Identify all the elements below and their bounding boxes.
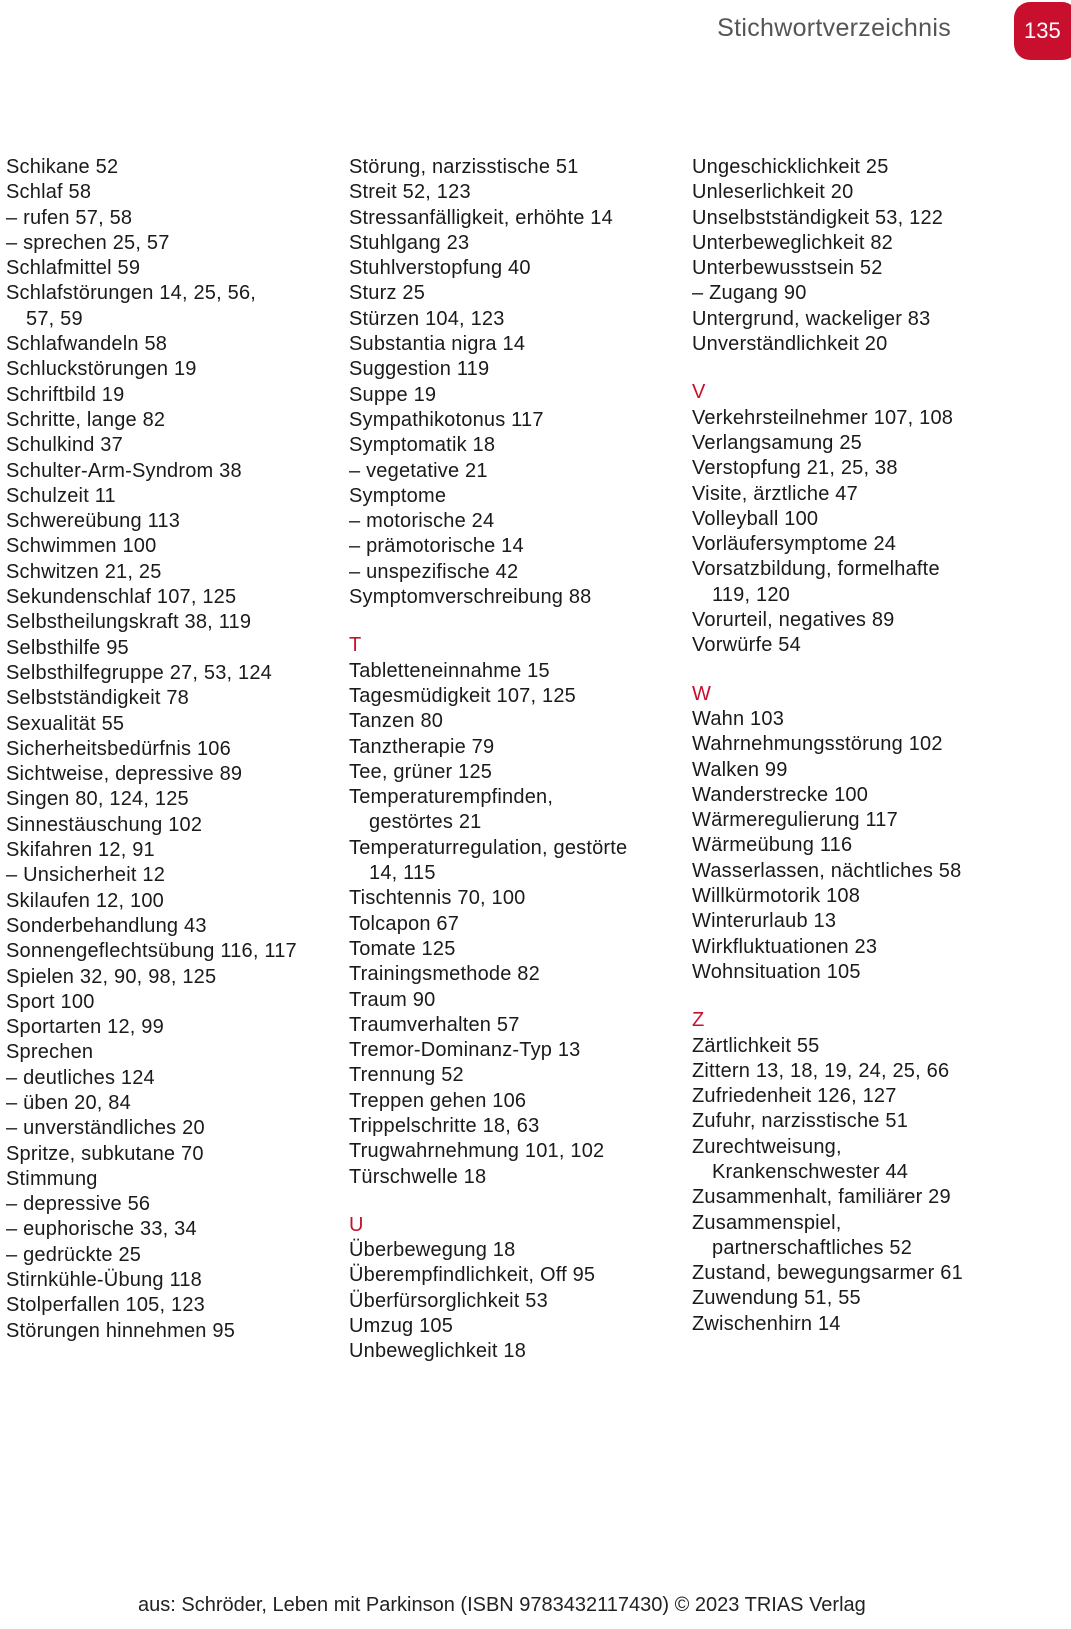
index-entry: Sichtweise, depressive 89 [6,763,243,786]
index-entry: Unbeweglichkeit 18 [349,1340,527,1363]
index-entry: Selbstständigkeit 78 [6,687,190,710]
copyright-footer: aus: Schröder, Leben mit Parkinson (ISBN 9783432117430) © 2023 TRIAS Verlag [138,1594,866,1616]
index-entry: Umzug 105 [349,1315,454,1338]
index-entry: Sympathikotonus 117 [349,408,544,431]
index-entry: Wirkfluktuationen 23 [692,935,878,958]
index-entry: Zuwendung 51, 55 [692,1287,861,1310]
index-entry: Tomate 125 [349,937,456,960]
index-entry: Tischtennis 70, 100 [349,887,526,910]
index-subentry: – vegetative 21 [349,459,627,484]
index-entry: Vorsatzbildung, formelhafte [692,558,940,581]
index-entry-continuation: Krankenschwester 44 [712,1160,909,1183]
index-entry: Störung, narzisstische 51 [349,156,579,178]
index-entry: Tee, grüner 125 [349,760,493,783]
index-entry: Winterurlaub 13 [692,910,837,933]
index-entry: Spritze, subkutane 70 [6,1142,204,1165]
index-entry: Willkürmotorik 108 [692,885,861,908]
index-entry: Stuhlverstopfung 40 [349,257,531,280]
index-entry: Sinnestäuschung 102 [6,813,203,836]
index-entry: Vorurteil, negatives 89 [692,609,895,632]
index-entry: Verkehrsteilnehmer 107, 108 [692,406,954,429]
index-entry: Symptomatik 18 [349,434,496,457]
index-subentry: – depressive 56 [6,1192,297,1217]
index-entry: Schritte, lange 82 [6,408,166,431]
index-entry: Traumverhalten 57 [349,1013,520,1036]
index-entry: Tagesmüdigkeit 107, 125 [349,684,576,707]
index-entry: Vorläufersymptome 24 [692,533,897,556]
index-subentry: – unspezifische 42 [349,560,627,585]
index-entry: Schwereübung 113 [6,510,181,533]
index-entry: Zufriedenheit 126, 127 [692,1085,897,1108]
index-entry: Sexualität 55 [6,712,125,735]
index-entry: Überempfindlichkeit, Off 95 [349,1264,596,1287]
index-entry: Trugwahrnehmung 101, 102 [349,1140,605,1163]
index-entry: Wärmeübung 116 [692,834,853,857]
index-entry: Unterbeweglichkeit 82 [692,231,893,254]
index-entry: Selbsthilfe 95 [6,636,129,659]
index-entry: Visite, ärztliche 47 [692,482,858,505]
index-entry: Zurechtweisung, [692,1135,842,1158]
index-entry: Schulkind 37 [6,434,123,457]
index-entry: Skilaufen 12, 100 [6,889,164,912]
index-subentry: – prämotorische 14 [349,534,627,559]
index-entry: Singen 80, 124, 125 [6,788,189,811]
index-entry: Schulter-Arm-Syndrom 38 [6,459,242,482]
index-entry: Schwimmen 100 [6,535,157,558]
index-column-1 [6,155,297,1344]
index-subentry: – motorische 24 [349,509,627,534]
index-entry: Schulzeit 11 [6,484,116,507]
index-entry: Verlangsamung 25 [692,431,862,454]
index-subentry: – üben 20, 84 [6,1091,297,1116]
index-entry: Streit 52, 123 [349,181,471,204]
index-entry: Unterbewusstsein 52 [692,257,883,280]
index-entry: Spielen 32, 90, 98, 125 [6,965,217,988]
index-entry-continuation: partnerschaftliches 52 [712,1236,913,1259]
index-entry: Substantia nigra 14 [349,333,526,356]
index-entry: Sonderbehandlung 43 [6,914,207,937]
index-entry: Schwitzen 21, 25 [6,560,162,583]
index-entry: Treppen gehen 106 [349,1089,527,1112]
index-entry: Sekundenschlaf 107, 125 [6,586,237,609]
index-entry: Trennung 52 [349,1064,464,1087]
section-letter-u: U [349,1213,364,1236]
index-entry: Stimmung [6,1167,98,1190]
index-entry-continuation: 14, 115 [369,862,436,885]
index-entry: Tabletteneinnahme 15 [349,659,550,682]
index-entry: Stressanfälligkeit, erhöhte 14 [349,206,613,229]
index-subentry: – unverständliches 20 [6,1116,297,1141]
index-entry: Schlafstörungen 14, 25, 56, [6,282,257,305]
index-entry: Wanderstrecke 100 [692,783,869,806]
index-entry: Wahrnehmungsstörung 102 [692,733,943,756]
index-entry: Türschwelle 18 [349,1165,487,1188]
index-entry: Zittern 13, 18, 19, 24, 25, 66 [692,1059,950,1082]
index-entry: Sicherheitsbedürfnis 106 [6,737,231,760]
index-entry: Symptomverschreibung 88 [349,586,592,609]
section-letter-z: Z [692,1009,705,1032]
index-entry: Überfürsorglichkeit 53 [349,1289,548,1312]
index-entry-continuation: 119, 120 [712,583,790,606]
index-entry: Sprechen [6,1041,94,1064]
index-entry: Tanztherapie 79 [349,735,495,758]
index-entry: Schlaf 58 [6,181,92,204]
index-entry: Traum 90 [349,988,436,1011]
index-entry: Verstopfung 21, 25, 38 [692,457,898,480]
page-number-badge: 135 [1014,2,1071,60]
index-entry-continuation: 57, 59 [26,307,83,330]
index-entry: Zustand, bewegungsarmer 61 [692,1262,963,1285]
index-entry: Zusammenhalt, familiärer 29 [692,1186,951,1209]
index-entry: Skifahren 12, 91 [6,839,155,862]
index-entry: Sportarten 12, 99 [6,1016,164,1039]
index-entry: Sport 100 [6,990,95,1013]
index-subentry: – sprechen 25, 57 [6,231,297,256]
index-entry: Zufuhr, narzisstische 51 [692,1110,909,1133]
index-entry: Wohnsituation 105 [692,960,861,983]
index-entry: Unverständlichkeit 20 [692,333,888,356]
index-entry: Trainingsmethode 82 [349,963,540,986]
index-subentry: – rufen 57, 58 [6,206,297,231]
index-entry: Walken 99 [692,758,788,781]
page-header-title: Stichwortverzeichnis [717,14,951,42]
index-entry: Sonnengeflechtsübung 116, 117 [6,940,297,963]
section-letter-v: V [692,381,706,404]
index-entry-continuation: gestörtes 21 [369,811,482,834]
index-entry: Zwischenhirn 14 [692,1312,841,1335]
section-letter-t: T [349,634,362,657]
index-entry: Schikane 52 [6,156,119,178]
index-entry: Temperaturempfinden, [349,786,554,809]
index-entry: Sturz 25 [349,282,426,305]
index-entry: Überbewegung 18 [349,1239,516,1262]
index-entry: Stirnkühle-Übung 118 [6,1269,202,1292]
index-entry: Untergrund, wackeliger 83 [692,307,931,330]
index-entry: Schriftbild 19 [6,383,125,406]
index-subentry: – Zugang 90 [692,281,963,306]
index-entry: Vorwürfe 54 [692,634,801,657]
index-subentry: – deutliches 124 [6,1066,297,1091]
index-entry: Ungeschicklichkeit 25 [692,156,889,178]
index-entry: Schlafwandeln 58 [6,333,168,356]
index-entry: Zusammenspiel, [692,1211,842,1234]
index-entry: Selbsthilfegruppe 27, 53, 124 [6,661,272,684]
index-entry: Symptome [349,484,447,507]
index-entry: Unselbstständigkeit 53, 122 [692,206,944,229]
index-entry: Stürzen 104, 123 [349,307,505,330]
index-entry: Stolperfallen 105, 123 [6,1294,205,1317]
index-entry: Stuhlgang 23 [349,231,470,254]
index-entry: Tanzen 80 [349,710,444,733]
index-subentry: – Unsicherheit 12 [6,863,297,888]
index-entry: Wasserlassen, nächtliches 58 [692,859,962,882]
index-entry: Wärmeregulierung 117 [692,809,898,832]
index-entry: Suggestion 119 [349,358,490,381]
index-entry: Zärtlichkeit 55 [692,1034,820,1057]
index-entry: Tremor-Dominanz-Typ 13 [349,1039,581,1062]
index-entry: Schluckstörungen 19 [6,358,197,381]
index-entry: Temperaturregulation, gestörte [349,836,628,859]
index-subentry: – gedrückte 25 [6,1243,297,1268]
index-entry: Suppe 19 [349,383,437,406]
index-entry: Tolcapon 67 [349,912,460,935]
index-entry: Störungen hinnehmen 95 [6,1319,236,1342]
section-letter-w: W [692,682,712,705]
index-subentry: – euphorische 33, 34 [6,1217,297,1242]
index-entry: Schlafmittel 59 [6,257,141,280]
index-entry: Volleyball 100 [692,507,819,530]
index-column-3 [692,155,963,1337]
index-entry: Trippelschritte 18, 63 [349,1114,540,1137]
index-entry: Unleserlichkeit 20 [692,181,854,204]
index-column-2 [349,155,627,1365]
index-entry: Wahn 103 [692,707,785,730]
index-entry: Selbstheilungskraft 38, 119 [6,611,252,634]
